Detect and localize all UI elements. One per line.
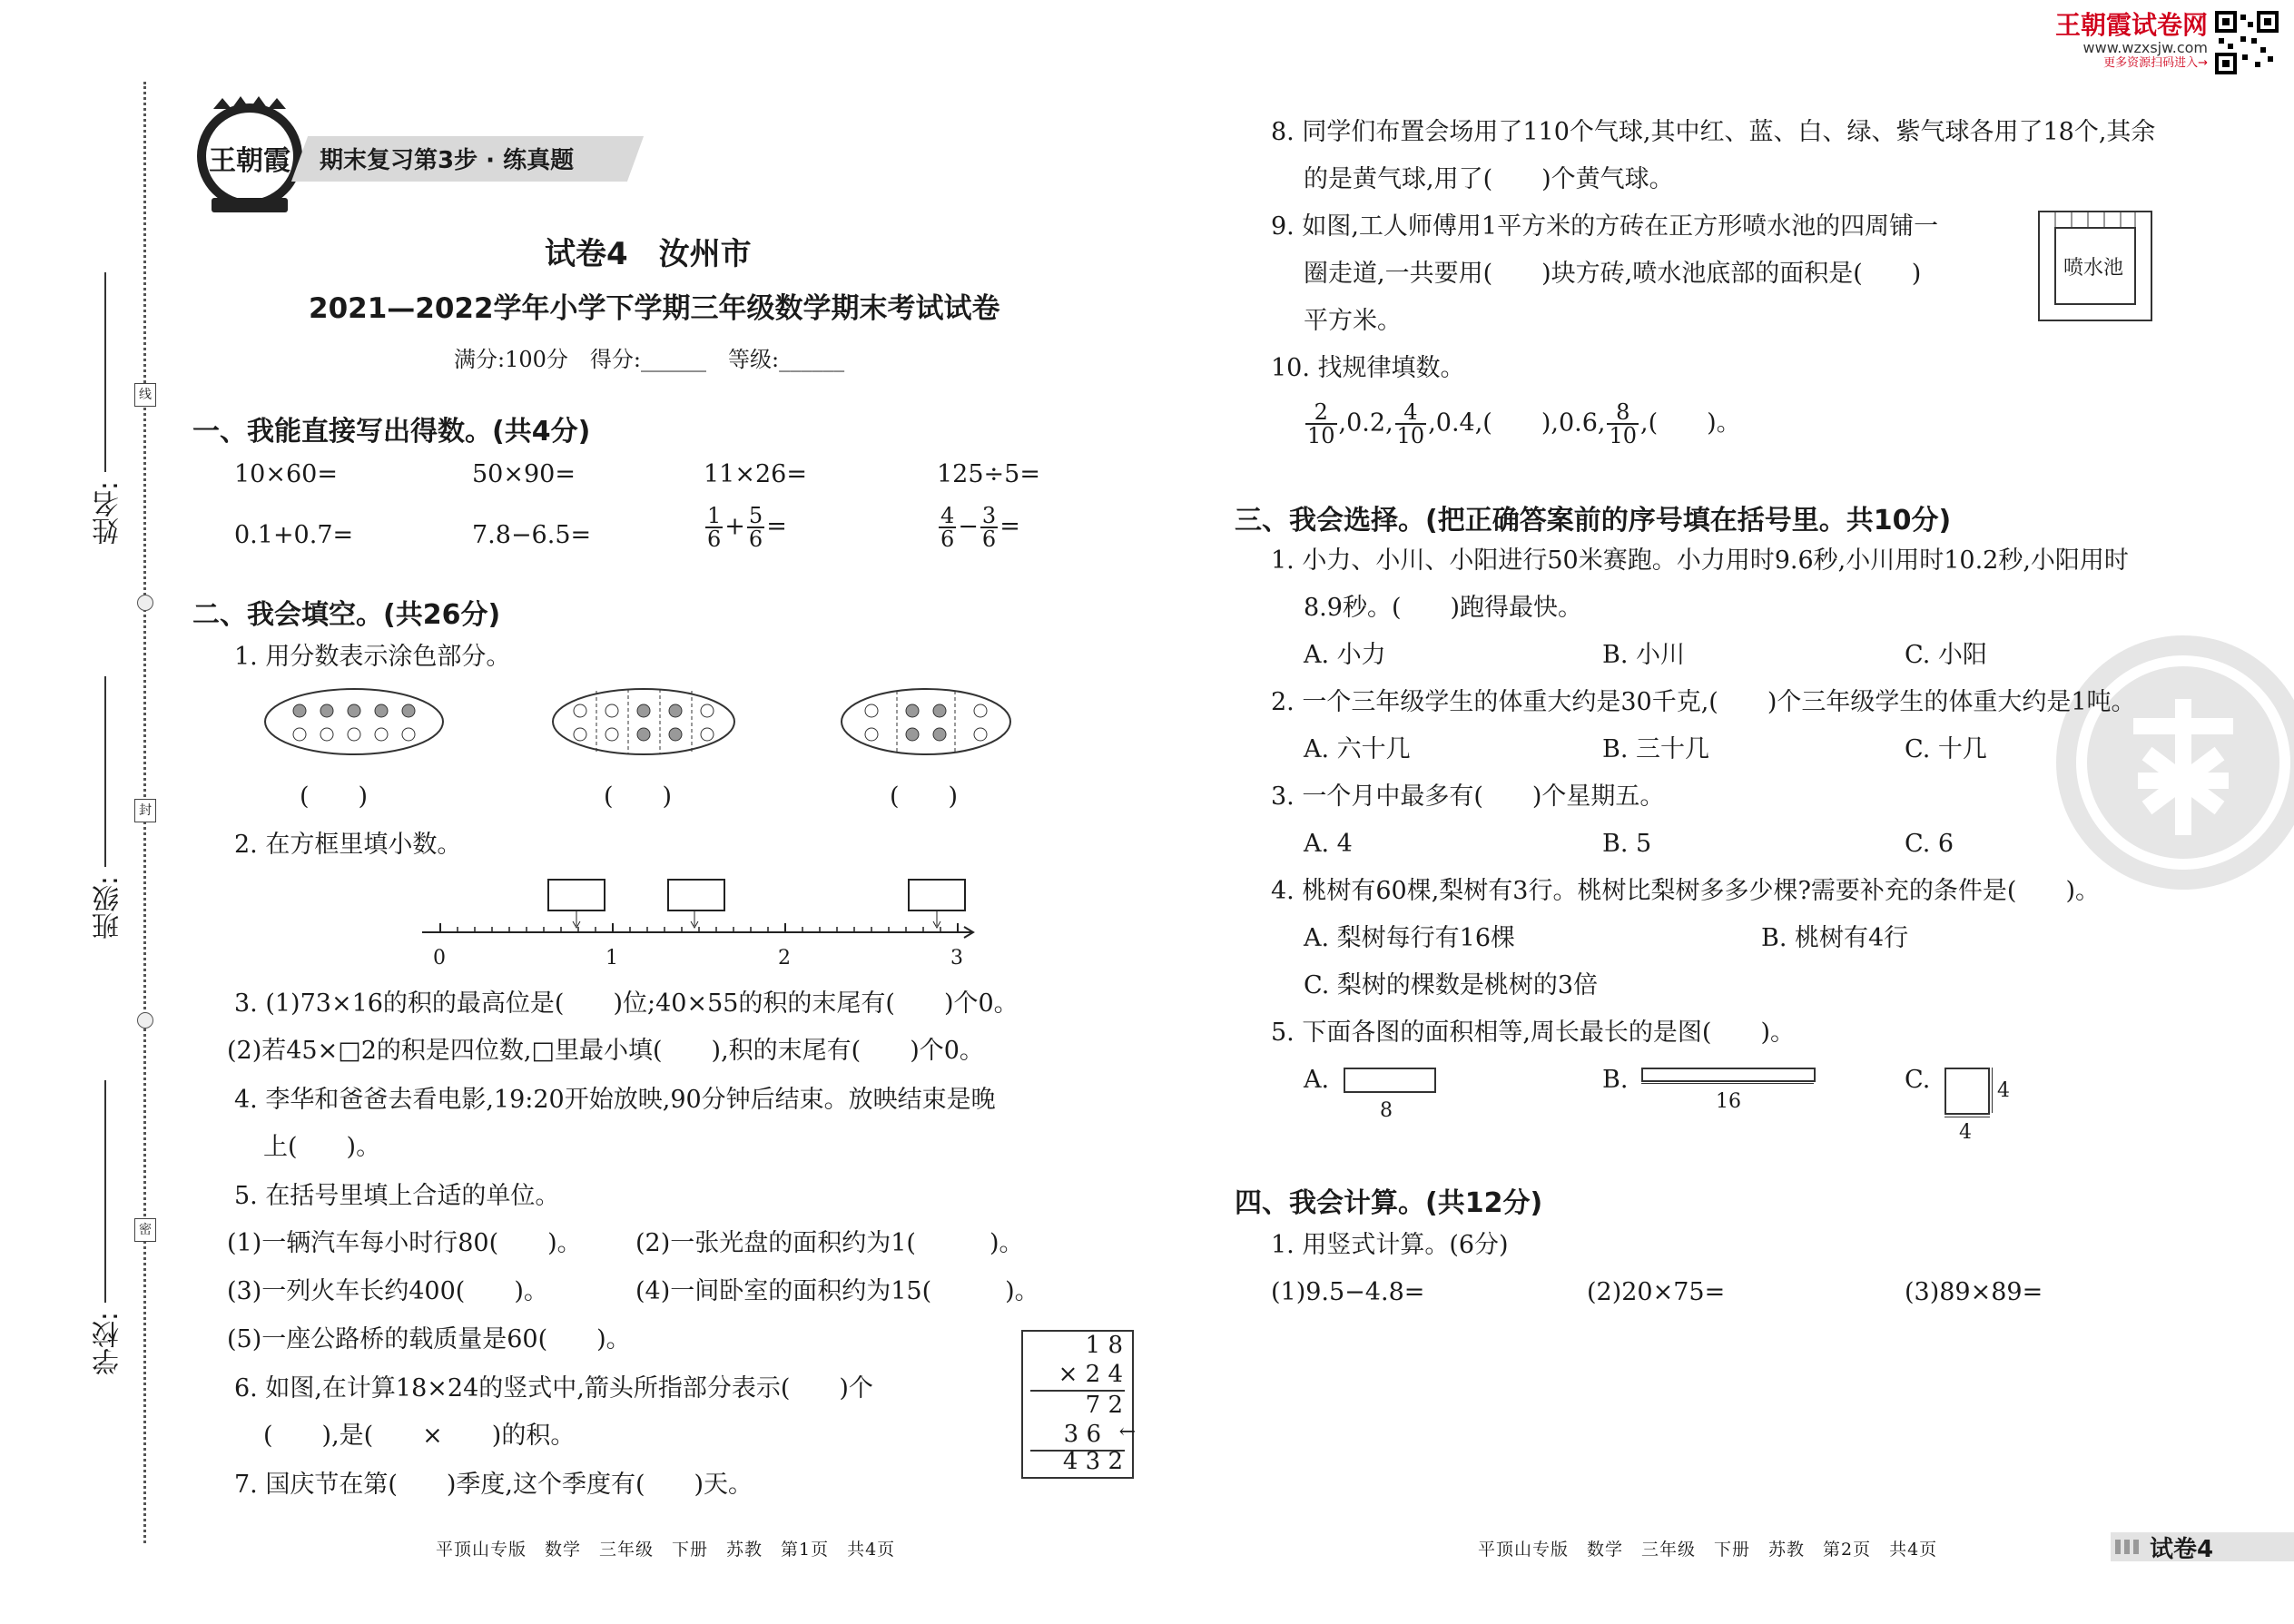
seal-mark-1: 线: [134, 383, 156, 407]
fraction-calc-b: $\frac{4}{6}$ − $\frac{3}{6}$ =: [940, 503, 1020, 552]
option-a[interactable]: A. 六十几: [1304, 735, 1411, 763]
brand-title: 王朝霞试卷网: [2054, 10, 2208, 40]
option-c[interactable]: C. 6: [1905, 830, 1954, 858]
answer-paren[interactable]: ( ): [604, 782, 673, 811]
sequence-row: $\frac{2}{10}$ ,0.2, $\frac{4}{10}$ ,0.4,( ),0.6, $\frac{8}{10}$ ,( )。: [1307, 399, 1741, 448]
question-2-8a: 8. 同学们布置会场用了110个气球,其中红、蓝、白、绿、紫气球各用了18个,其余: [1271, 118, 2156, 146]
label-b-16: 16: [1716, 1090, 1741, 1113]
question-2-3a: 3. (1)73×16的积的最高位是( )位;40×55的积的末尾有( )个0。: [234, 989, 1019, 1018]
seal-mark-3: 密: [134, 1218, 156, 1242]
question-2-4a: 4. 李华和爸爸去看电影,19:20开始放映,90分钟后结束。放映结束是晚: [234, 1086, 996, 1114]
vm-row3: 7 2: [1085, 1392, 1123, 1419]
logo-badge: [186, 91, 313, 218]
question-3-5: 5. 下面各图的面积相等,周长最长的是图( )。: [1271, 1019, 1795, 1047]
vm-row4: 3 6: [1063, 1421, 1101, 1448]
question-2-5-1: (1)一辆汽车每小时行80( )。: [227, 1229, 582, 1257]
name-label: 姓名:: [93, 481, 124, 546]
fraction-calc-a: $\frac{1}{6}$ + $\frac{5}{6}$ =: [707, 503, 787, 552]
vm-row1: 1 8: [1085, 1332, 1123, 1359]
name-field[interactable]: [104, 272, 106, 472]
question-2-9a: 9. 如图,工人师傅用1平方米的方砖在正方形喷水池的四周铺一: [1271, 212, 1939, 241]
question-2-1: 1. 用分数表示涂色部分。: [234, 643, 511, 671]
calc-item: 11×26=: [704, 460, 807, 488]
square-c-figure: [1944, 1068, 1990, 1115]
score-line: 满分:100分 得分:______ 等级:______: [454, 347, 845, 372]
section3-heading: 三、我会选择。(把正确答案前的序号填在括号里。共10分): [1235, 505, 1952, 536]
numline-label-1: 1: [605, 947, 618, 969]
question-2-6a: 6. 如图,在计算18×24的竖式中,箭头所指部分表示( )个: [234, 1374, 873, 1403]
section2-heading: 二、我会填空。(共26分): [192, 599, 501, 631]
option-b[interactable]: B. 小川: [1602, 641, 1686, 669]
question-2-2: 2. 在方框里填小数。: [234, 831, 462, 859]
calc-item: 10×60=: [234, 460, 338, 488]
question-2-5: 5. 在括号里填上合适的单位。: [234, 1182, 560, 1210]
dimension-c-v: [1992, 1068, 1993, 1113]
calc-item: (1)9.5−4.8=: [1271, 1278, 1425, 1306]
calc-item: 125÷5=: [937, 460, 1040, 488]
answer-paren[interactable]: ( ): [890, 782, 959, 811]
question-2-6b: ( ),是( × )的积。: [263, 1422, 576, 1450]
binding-hole-1: [137, 595, 153, 611]
question-2-3b: (2)若45×□2的积是四位数,□里最小填( ),积的末尾有( )个0。: [227, 1037, 984, 1065]
option-b[interactable]: B. 5: [1602, 830, 1652, 858]
label-c-4-side: 4: [1997, 1079, 2010, 1102]
watermark-seal: [2047, 626, 2294, 899]
school-field[interactable]: [104, 1080, 106, 1303]
question-2-5-3: (3)一列火车长约400( )。: [227, 1277, 548, 1305]
binding-hole-2: [137, 1012, 153, 1029]
numline-label-3: 3: [950, 947, 963, 969]
exam-subtitle: 2021—2022学年小学下学期三年级数学期末考试试卷: [309, 292, 1000, 325]
rectangle-a-figure: [1344, 1068, 1436, 1093]
question-2-10: 10. 找规律填数。: [1271, 354, 1465, 382]
question-3-2: 2. 一个三年级学生的体重大约是30千克,( )个三年级学生的体重大约是1吨。: [1271, 688, 2136, 716]
question-2-8b: 的是黄气球,用了( )个黄气球。: [1304, 165, 1674, 193]
brand-url: www.wzxsjw.com: [2082, 39, 2208, 56]
qr-code-icon[interactable]: [2215, 11, 2279, 74]
question-2-5-4: (4)一间卧室的面积约为15( )。: [635, 1277, 1039, 1305]
option-b[interactable]: B. 三十几: [1602, 735, 1710, 763]
option-b[interactable]: B.: [1602, 1066, 1629, 1094]
footer-right: 平顶山专版 数学 三年级 下册 苏教 第2页 共4页: [1478, 1540, 1938, 1560]
rectangle-b-figure: [1641, 1068, 1816, 1082]
label-c-4-bottom: 4: [1959, 1121, 1972, 1144]
dimension-a: [1344, 1092, 1434, 1093]
pool-label: 喷水池: [2063, 257, 2124, 280]
fraction-figure-3: [840, 685, 1012, 762]
numline-label-0: 0: [433, 947, 446, 969]
option-c[interactable]: C.: [1905, 1066, 1931, 1094]
calc-item: (2)20×75=: [1587, 1278, 1726, 1306]
school-label: 学校:: [93, 1312, 124, 1376]
banner-text: 期末复习第3步 · 练真题: [320, 147, 575, 174]
question-2-9c: 平方米。: [1304, 307, 1402, 335]
number-line: [418, 873, 980, 950]
question-2-7: 7. 国庆节在第( )季度,这个季度有( )天。: [234, 1471, 753, 1499]
seal-mark-2: 封: [134, 799, 156, 822]
option-a[interactable]: A. 4: [1304, 830, 1353, 858]
option-c[interactable]: C. 小阳: [1905, 641, 1987, 669]
footer-left: 平顶山专版 数学 三年级 下册 苏教 第1页 共4页: [436, 1540, 896, 1560]
calc-item: 50×90=: [472, 460, 576, 488]
vm-row5: 4 3 2: [1062, 1448, 1123, 1475]
fraction-figure-1: [263, 685, 445, 762]
question-2-5-5: (5)一座公路桥的载质量是60( )。: [227, 1325, 631, 1353]
footer-tag: 试卷4: [2150, 1536, 2214, 1563]
question-3-3: 3. 一个月中最多有( )个星期五。: [1271, 782, 1665, 811]
question-3-1a: 1. 小力、小川、小阳进行50米赛跑。小力用时9.6秒,小川用时10.2秒,小阳用时: [1271, 546, 2129, 575]
question-3-1b: 8.9秒。( )跑得最快。: [1304, 594, 1583, 622]
option-a[interactable]: A. 梨树每行有16棵: [1304, 924, 1516, 952]
footer-dots: [2115, 1540, 2142, 1554]
answer-paren[interactable]: ( ): [300, 782, 369, 811]
section4-heading: 四、我会计算。(共12分): [1235, 1187, 1543, 1219]
arrow-icon: ←: [1118, 1421, 1136, 1443]
exam-title: 试卷4 汝州市: [545, 236, 752, 272]
dimension-b: [1641, 1083, 1814, 1084]
fraction-figure-2: [551, 685, 737, 762]
question-3-4: 4. 桃树有60棵,梨树有3行。桃树比梨树多多少棵?需要补充的条件是( )。: [1271, 877, 2101, 905]
brand-sub: 更多资源扫码进入→: [2103, 56, 2208, 70]
vertical-multiplication: [1021, 1330, 1134, 1479]
option-b[interactable]: B. 桃树有4行: [1761, 924, 1909, 952]
question-2-9b: 圈走道,一共要用( )块方砖,喷水池底部的面积是( ): [1304, 260, 1922, 288]
option-a[interactable]: A.: [1304, 1066, 1330, 1094]
fountain-pool-figure: [2038, 211, 2152, 321]
question-4-1: 1. 用竖式计算。(6分): [1271, 1231, 1509, 1259]
corner-brand: [1997, 11, 2208, 74]
option-c[interactable]: C. 梨树的棵数是桃树的3倍: [1304, 971, 1599, 999]
calc-item: 0.1+0.7=: [234, 521, 354, 549]
vm-row2: × 2 4: [1058, 1361, 1123, 1388]
section1-heading: 一、我能直接写出得数。(共4分): [192, 416, 591, 448]
option-a[interactable]: A. 小力: [1304, 641, 1386, 669]
label-a-8: 8: [1380, 1099, 1393, 1122]
class-label: 班级:: [93, 876, 124, 940]
question-2-4b: 上( )。: [263, 1133, 381, 1161]
calc-item: 7.8−6.5=: [472, 521, 592, 549]
logo-text: 王朝霞: [209, 145, 290, 177]
numline-label-2: 2: [778, 947, 791, 969]
class-field[interactable]: [104, 676, 106, 867]
question-2-5-2: (2)一张光盘的面积约为1( )。: [635, 1229, 1024, 1257]
calc-item: (3)89×89=: [1905, 1278, 2043, 1306]
option-c[interactable]: C. 十几: [1905, 735, 1987, 763]
